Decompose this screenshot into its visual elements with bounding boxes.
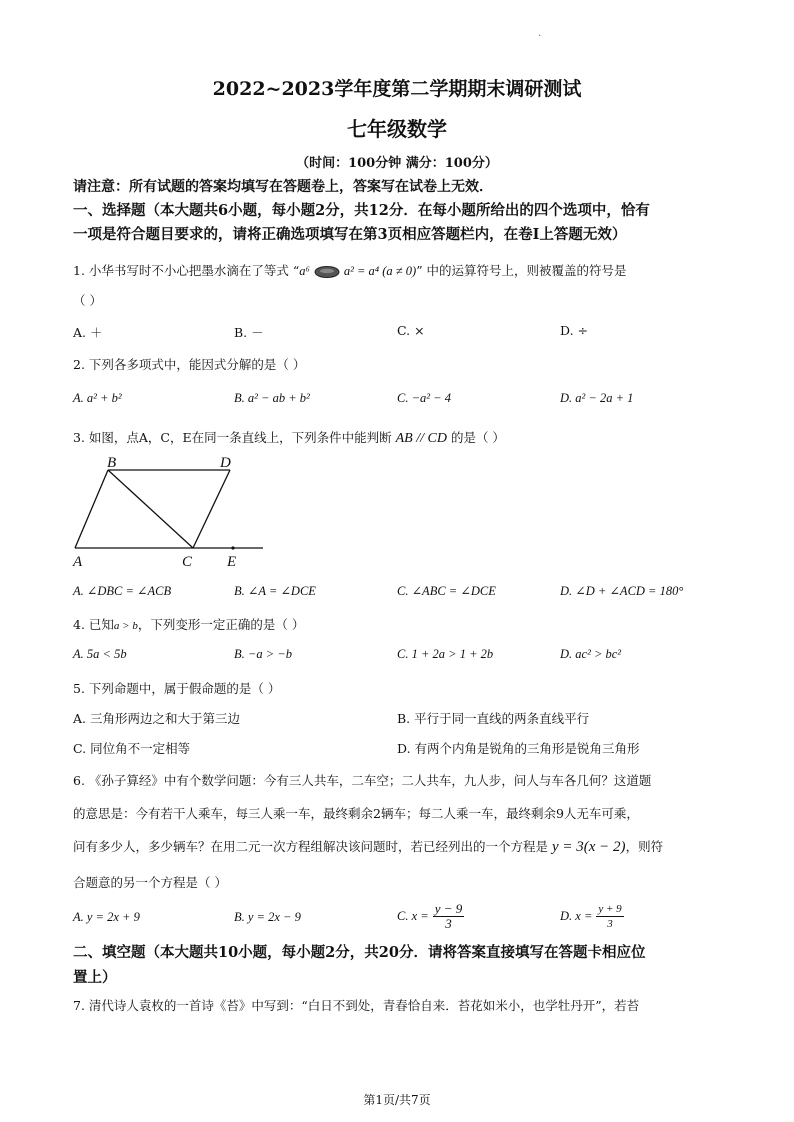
q3-stem-b: 的是（ ） — [450, 430, 505, 445]
label-e: E — [227, 554, 237, 570]
q4-option-b[interactable]: B. −a > −b — [234, 647, 292, 661]
label-a: A — [73, 554, 83, 570]
label-d: D — [220, 455, 231, 471]
subject-title: 七年级数学 — [347, 117, 447, 141]
q6-line3-a: 问有多少人，多少辆车？在用二元一次方程组解决该问题时，若已经列出的一个方程是 — [73, 839, 549, 854]
point-e — [231, 546, 234, 549]
q6-option-c[interactable] — [397, 902, 464, 931]
q2-option-c[interactable]: C. −a² − 4 — [397, 391, 451, 405]
time-info: （时间：100分钟 满分：100分） — [296, 156, 498, 171]
q1-option-c[interactable]: C. × — [397, 323, 425, 338]
section1-heading-line1: 一、选择题（本大题共6小题，每小题2分，共12分．在每小题所给出的四个选项中，恰有 — [73, 202, 650, 219]
q6-line4: 合题意的另一个方程是（ ） — [73, 875, 227, 890]
q2-stem: 2. 下列各多项式中，能因式分解的是（ ） — [73, 357, 306, 372]
q1-suffix: ” 中的运算符号上，则被覆盖的符号是 — [416, 263, 627, 278]
q6-option-d-denominator: 3 — [607, 918, 613, 930]
q4-stem-b: ，下列变形一定正确的是（ ） — [137, 617, 305, 632]
q1-expr-right: a² = a⁴ (a ≠ 0) — [343, 264, 417, 278]
q1-bracket: （ ） — [73, 293, 102, 308]
q6-line3 — [73, 837, 663, 856]
q6-option-c-fraction — [433, 902, 465, 931]
q6-option-d[interactable] — [560, 902, 624, 931]
q6-option-c-denominator: 3 — [445, 916, 452, 931]
q2-option-a[interactable]: A. a² + b² — [73, 391, 122, 405]
q6-option-b[interactable]: B. y = 2x − 9 — [234, 910, 301, 924]
section2-heading-line1: 二、填空题（本大题共10小题，每小题2分，共20分．请将答案直接填写在答题卡相应位 — [73, 944, 646, 961]
q6-option-d-fraction — [596, 902, 623, 931]
q6-line3-b: ，则符 — [625, 839, 664, 854]
q5-option-d[interactable]: D. 有两个内角是锐角的三角形是锐角三角形 — [397, 741, 640, 756]
segment-bc — [108, 470, 193, 548]
q4-stem-a: 4. 已知 — [73, 617, 114, 632]
q6-line1: 6. 《孙子算经》中有个数学问题：今有三人共车，二车空；二人共车，九人步，问人与车各几何？这道题 — [73, 773, 652, 788]
q1-option-a[interactable]: A. ＋ — [73, 325, 103, 340]
segment-dc — [193, 470, 230, 548]
page-number: 第1页/共7页 — [363, 1093, 431, 1107]
q3-option-c[interactable]: C. ∠ABC = ∠DCE — [397, 584, 496, 598]
q6-option-a[interactable]: A. y = 2x + 9 — [73, 910, 140, 924]
q6-line3-math: y = 3(x − 2) — [552, 839, 626, 855]
q1-option-b[interactable]: B. － — [234, 325, 264, 340]
q5-stem: 5. 下列命题中，属于假命题的是（ ） — [73, 681, 281, 696]
page-title: 2022~2023学年度第二学期期末调研测试 — [212, 78, 582, 100]
q4-option-c[interactable]: C. 1 + 2a > 1 + 2b — [397, 647, 494, 661]
top-mark: . — [538, 28, 542, 39]
q7-line1: 7. 清代诗人袁枚的一首诗《苔》中写到：“白日不到处，青春恰自来．苔花如米小，也学牡丹开”，若苔 — [73, 998, 640, 1013]
q6-option-c-label: C. x = — [397, 909, 429, 923]
q4-stem — [73, 615, 304, 633]
notice: 请注意：所有试题的答案均填写在答题卷上，答案写在试卷上无效． — [73, 179, 493, 195]
label-c: C — [182, 554, 193, 570]
q5-option-c[interactable]: C. 同位角不一定相等 — [73, 741, 191, 756]
q3-stem-a: 3. 如图，点A，C，E在同一条直线上，下列条件中能判断 — [73, 430, 392, 445]
q3-stem-math: AB // CD — [395, 431, 447, 446]
q6-line2: 的意思是：今有若干人乘车，每三人乘一车，最终剩余2辆车；每二人乘一车，最终剩余9人无车可乘， — [73, 806, 639, 821]
ink-blot-icon — [314, 265, 340, 279]
section1-heading-line2: 一项是符合题目要求的，请将正确选项填写在第3页相应答题栏内，在卷Ⅰ上答题无效） — [73, 226, 627, 243]
q1-expr-left: a⁶ — [299, 264, 310, 278]
q5-option-b[interactable]: B. 平行于同一直线的两条直线平行 — [397, 711, 590, 726]
q6-option-c-numerator: y − 9 — [434, 901, 463, 916]
q2-option-d[interactable]: D. a² − 2a + 1 — [560, 391, 634, 405]
q3-figure — [65, 450, 275, 575]
q3-option-a[interactable]: A. ∠DBC = ∠ACB — [73, 584, 172, 598]
section2-heading-line2: 置上） — [73, 969, 117, 986]
q1-prefix: 1. 小华书写时不小心把墨水滴在了等式 “ — [73, 263, 300, 278]
q3-option-d[interactable]: D. ∠D + ∠ACD = 180° — [560, 584, 684, 598]
label-b: B — [107, 455, 117, 471]
q5-option-a[interactable]: A. 三角形两边之和大于第三边 — [73, 711, 240, 726]
q3-option-b[interactable]: B. ∠A = ∠DCE — [234, 584, 316, 598]
q1-option-d[interactable]: D. ÷ — [560, 323, 588, 338]
q2-option-b[interactable]: B. a² − ab + b² — [234, 391, 310, 405]
segment-ab — [75, 470, 108, 548]
q4-stem-math: a > b — [113, 620, 138, 632]
q4-option-a[interactable]: A. 5a < 5b — [73, 647, 127, 661]
q6-option-d-numerator: y + 9 — [598, 903, 622, 915]
q1-stem — [73, 261, 627, 279]
q6-option-d-label: D. x = — [560, 909, 593, 923]
q3-stem — [73, 428, 505, 447]
q4-option-d[interactable]: D. ac² > bc² — [560, 647, 622, 661]
